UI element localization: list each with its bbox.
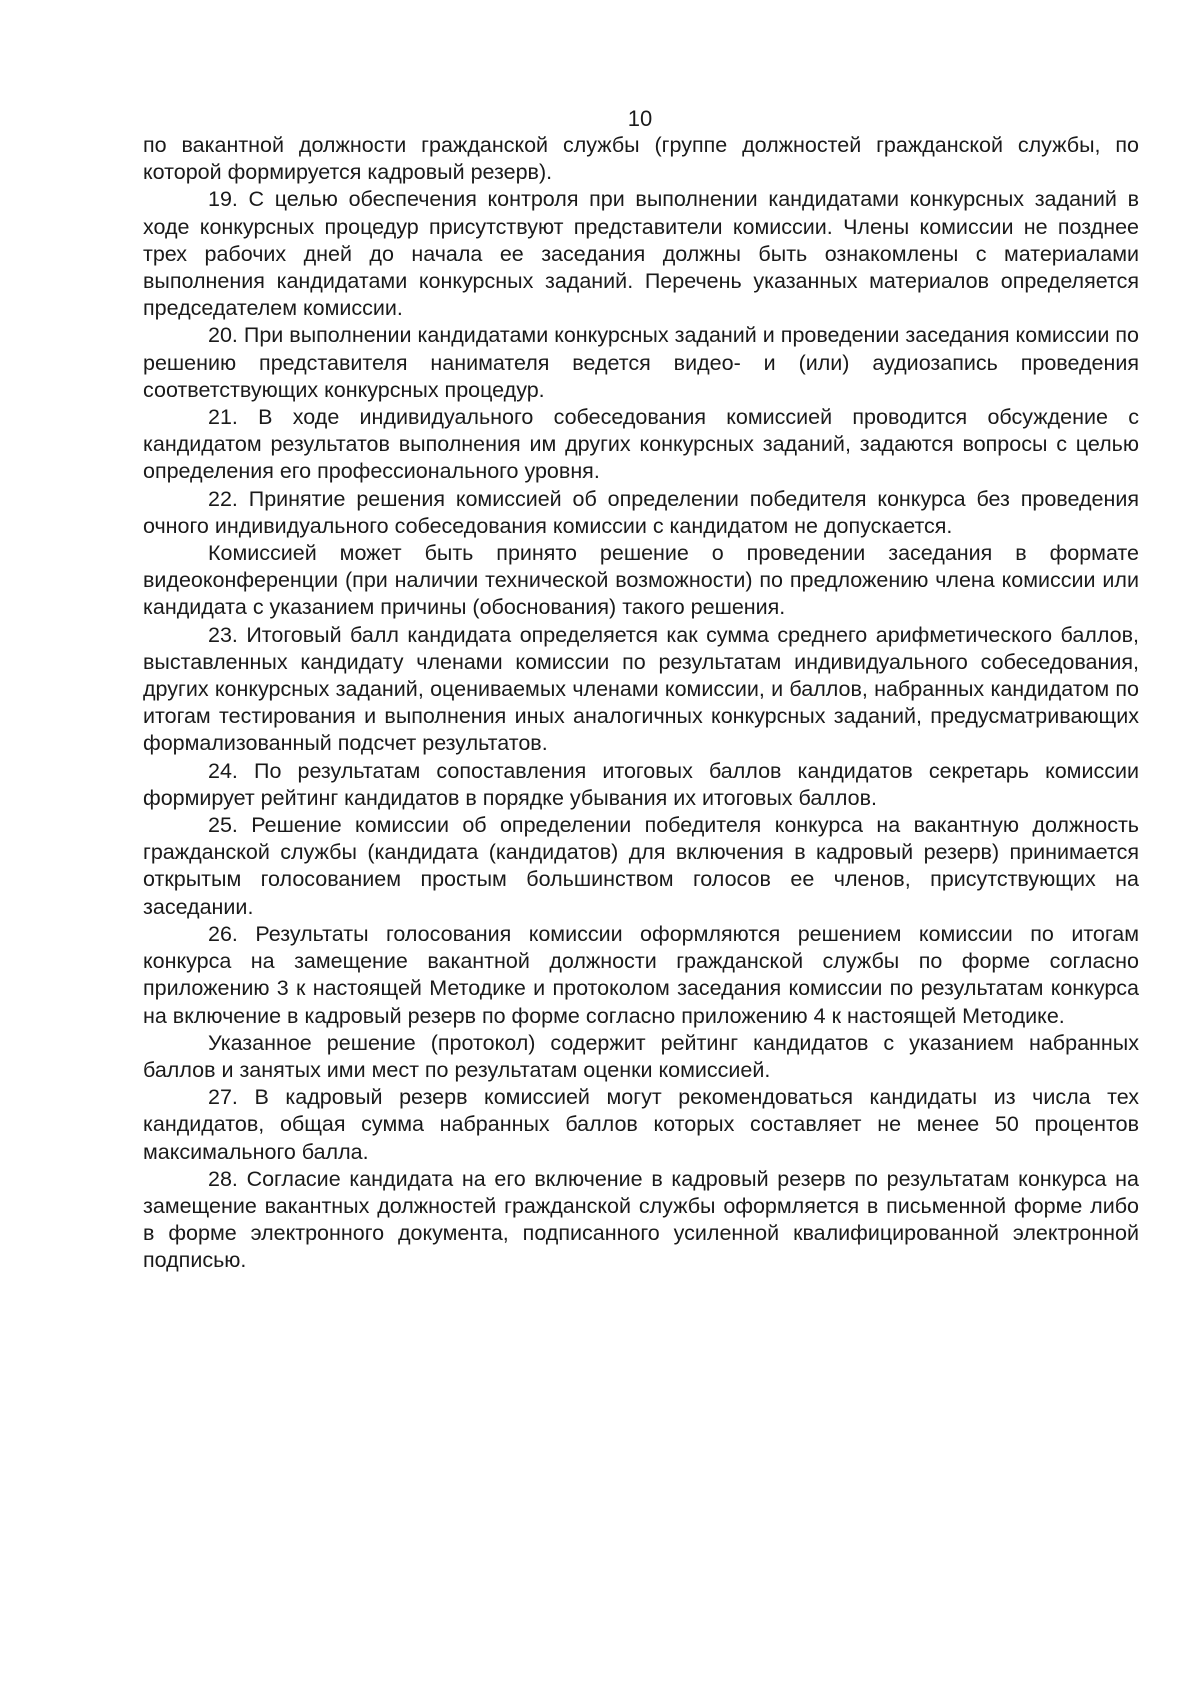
paragraph: 27. В кадровый резерв комиссией могут рекомендоваться кандидаты из числа тех кандидатов, общая сумма набранных баллов которых составляет не менее 50 процентов максимального балла. [143, 1085, 1139, 1164]
document-body [143, 132, 1139, 1275]
paragraph: 21. В ходе индивидуального собеседования комиссией проводится обсуждение с кандидатом результатов выполнения им других конкурсных заданий, задаются вопросы с целью определения его профессионального уровня. [143, 405, 1139, 484]
paragraph: 23. Итоговый балл кандидата определяется как сумма среднего арифметического баллов, выставленных кандидату членами комиссии по результатам индивидуального собеседования, других конкурсных заданий, оцениваемых членами комиссии, и баллов, набранных кандидатом по итогам тестирования и выполнения иных аналогичных конкурсных заданий, предусматривающих формализованный подсчет результатов. [143, 622, 1139, 756]
paragraph: Комиссией может быть принято решение о проведении заседания в формате видеоконференции (при наличии технической возможности) по предложению члена комиссии или кандидата с указанием причины (обоснования) такого решения. [143, 541, 1139, 620]
paragraph: 22. Принятие решения комиссией об определении победителя конкурса без проведения очного индивидуального собеседования комиссии с кандидатом не допускается. [143, 486, 1139, 538]
paragraph: 19. С целью обеспечения контроля при выполнении кандидатами конкурсных заданий в ходе конкурсных процедур присутствуют представители комиссии. Члены комиссии не позднее трех рабочих дней до начала ее заседания должны быть ознакомлены с материалами выполнения кандидатами конкурсных заданий. Перечень указанных материалов определяется председателем комиссии. [143, 187, 1139, 321]
paragraph: Указанное решение (протокол) содержит рейтинг кандидатов с указанием набранных баллов и занятых ими мест по результатам оценки комиссией. [143, 1030, 1139, 1082]
paragraph: 25. Решение комиссии об определении победителя конкурса на вакантную должность гражданской службы (кандидата (кандидатов) для включения в кадровый резерв) принимается открытым голосованием простым большинством голосов ее членов, присутствующих на заседании. [143, 813, 1139, 919]
paragraph: 28. Согласие кандидата на его включение в кадровый резерв по результатам конкурса на замещение вакантных должностей гражданской службы оформляется в письменной форме либо в форме электронного документа, подписанного усиленной квалифицированной электронной подписью. [143, 1166, 1139, 1273]
paragraph: по вакантной должности гражданской службы (группе должностей гражданской службы, по которой формируется кадровый резерв). [143, 133, 1139, 185]
paragraph: 20. При выполнении кандидатами конкурсных заданий и проведении заседания комиссии по решению представителя нанимателя ведется видео- и (или) аудиозапись проведения соответствующих конкурсных процедур. [143, 323, 1139, 402]
paragraph: 26. Результаты голосования комиссии оформляются решением комиссии по итогам конкурса на замещение вакантной должности гражданской службы по форме согласно приложению 3 к настоящей Методике и протоколом заседания комиссии по результатам конкурса на включение в кадровый резерв по форме согласно приложению 4 к настоящей Методике. [143, 921, 1139, 1028]
paragraph: 24. По результатам сопоставления итоговых баллов кандидатов секретарь комиссии формирует рейтинг кандидатов в порядке убывания их итоговых баллов. [143, 758, 1139, 810]
page-number: 10 [627, 106, 653, 131]
